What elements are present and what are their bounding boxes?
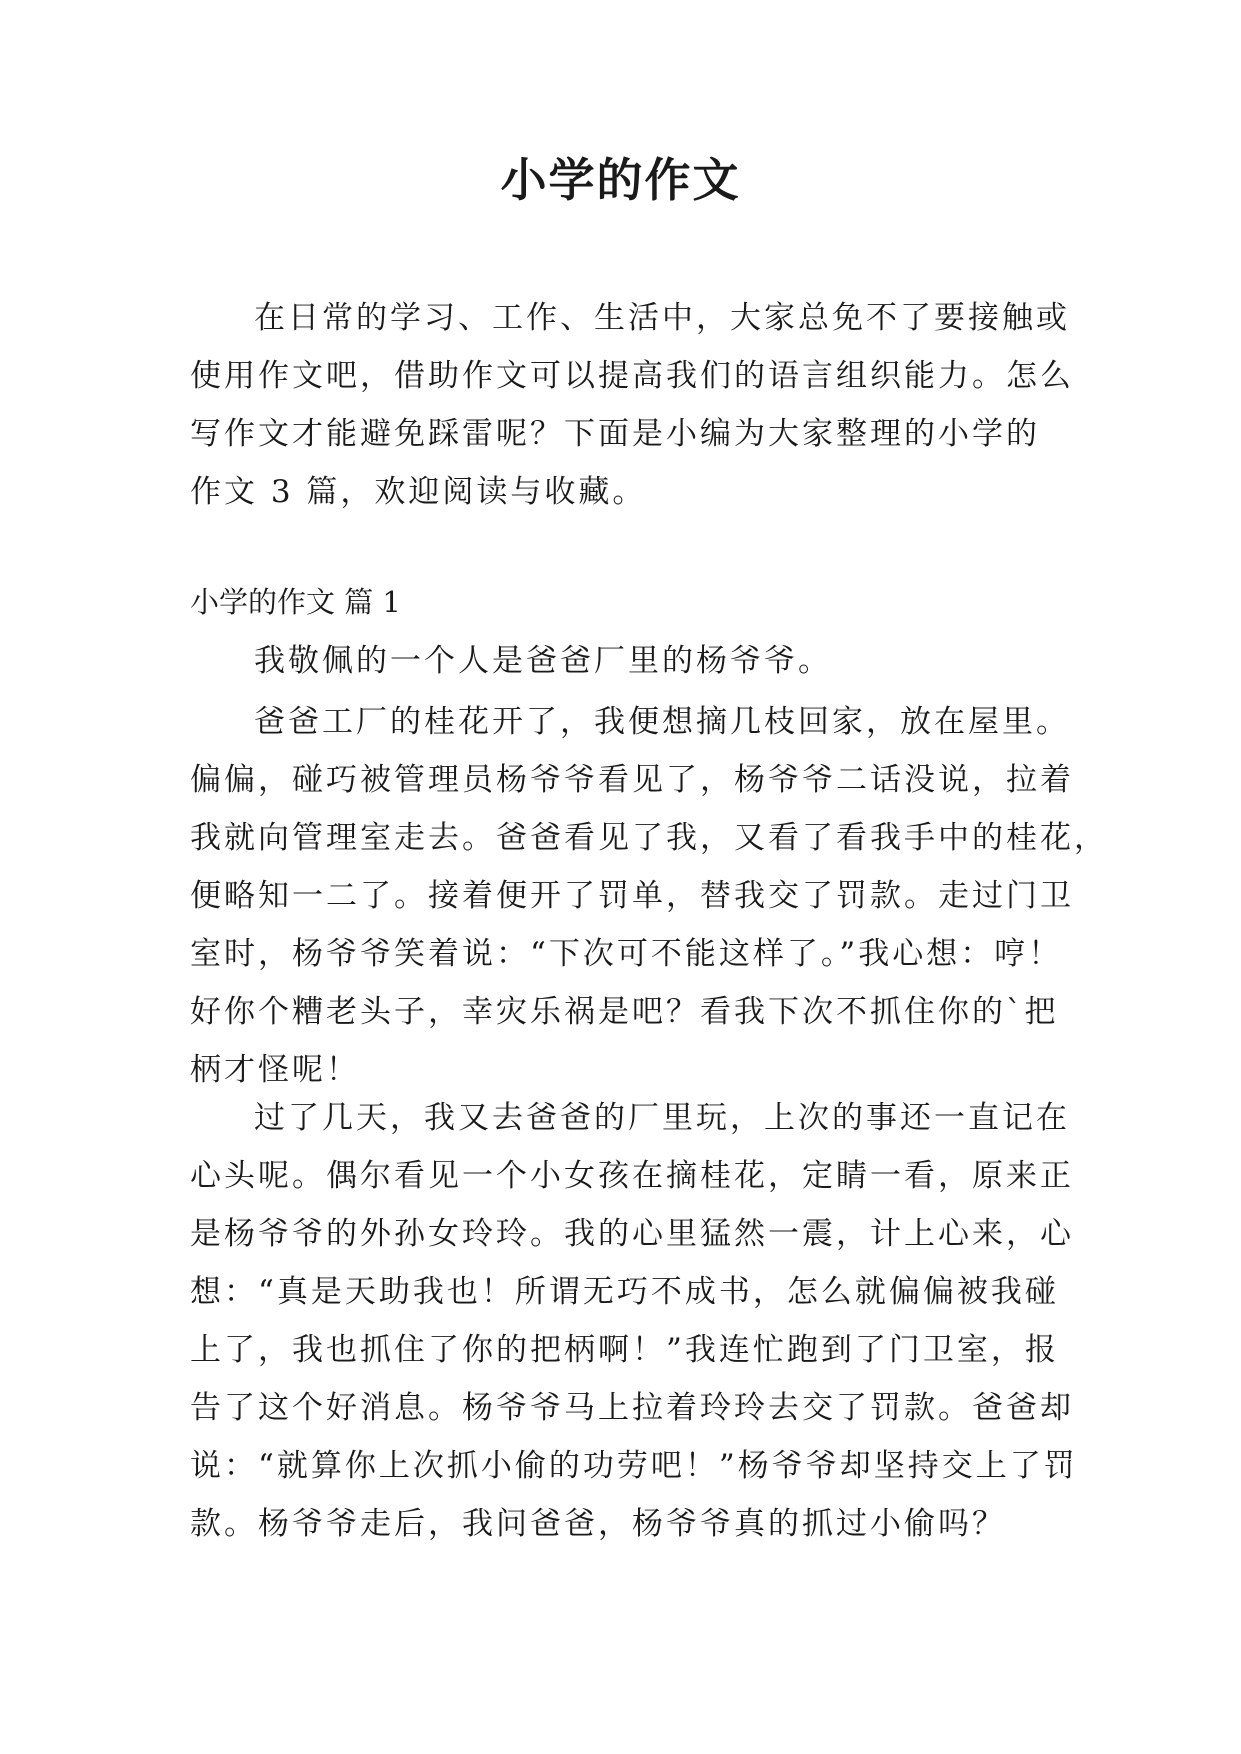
text-line: 爸爸工厂的桂花开了，我便想摘几枝回家，放在屋里。 — [254, 704, 1070, 740]
text-line: 告了这个好消息。杨爷爷马上拉着玲玲去交了罚款。爸爸却 — [190, 1390, 1074, 1426]
text-line: 我就向管理室走去。爸爸看见了我，又看了看我手中的桂花， — [190, 820, 1108, 856]
text-line: 想：“真是天助我也！所谓无巧不成书，怎么就偏偏被我碰 — [190, 1274, 1059, 1310]
text-line: 写作文才能避免踩雷呢？下面是小编为大家整理的小学的 — [190, 416, 1040, 452]
text-line: 款。杨爷爷走后，我问爸爸，杨爷爷真的抓过小偷吗？ — [190, 1506, 1006, 1542]
section-heading: 小学的作文 篇 1 — [190, 585, 401, 619]
text-line: 便略知一二了。接着便开了罚单，替我交了罚款。走过门卫 — [190, 878, 1074, 914]
text-line: 使用作文吧，借助作文可以提高我们的语言组织能力。怎么 — [190, 358, 1074, 394]
text-line: 我敬佩的一个人是爸爸厂里的杨爷爷。 — [254, 643, 832, 679]
text-line: 柄才怪呢！ — [190, 1052, 360, 1088]
text-line: 说：“就算你上次抓小偷的功劳吧！”杨爷爷却坚持交上了罚 — [190, 1448, 1078, 1484]
text-line: 过了几天，我又去爸爸的厂里玩，上次的事还一直记在 — [254, 1100, 1070, 1136]
text-line: 作文 3 篇，欢迎阅读与收藏。 — [190, 474, 647, 510]
text-line: 心头呢。偶尔看见一个小女孩在摘桂花，定睛一看，原来正 — [190, 1158, 1074, 1194]
document-title: 小学的作文 — [500, 153, 741, 207]
body-paragraph-3 — [190, 1089, 1078, 1553]
text-line: 室时，杨爷爷笑着说：“下次可不能这样了。”我心想：哼！ — [190, 936, 1063, 972]
text-line: 在日常的学习、工作、生活中，大家总免不了要接触或 — [254, 300, 1070, 336]
body-paragraph-1 — [190, 632, 1070, 690]
intro-paragraph — [190, 289, 1074, 521]
body-paragraph-2 — [190, 693, 1108, 1099]
text-line: 偏偏，碰巧被管理员杨爷爷看见了，杨爷爷二话没说，拉着 — [190, 762, 1074, 798]
text-line: 是杨爷爷的外孙女玲玲。我的心里猛然一震，计上心来，心 — [190, 1216, 1074, 1252]
text-line: 上了，我也抓住了你的把柄啊！”我连忙跑到了门卫室，报 — [190, 1332, 1059, 1368]
text-line: 好你个糟老头子，幸灾乐祸是吧？看我下次不抓住你的`把 — [190, 994, 1059, 1030]
